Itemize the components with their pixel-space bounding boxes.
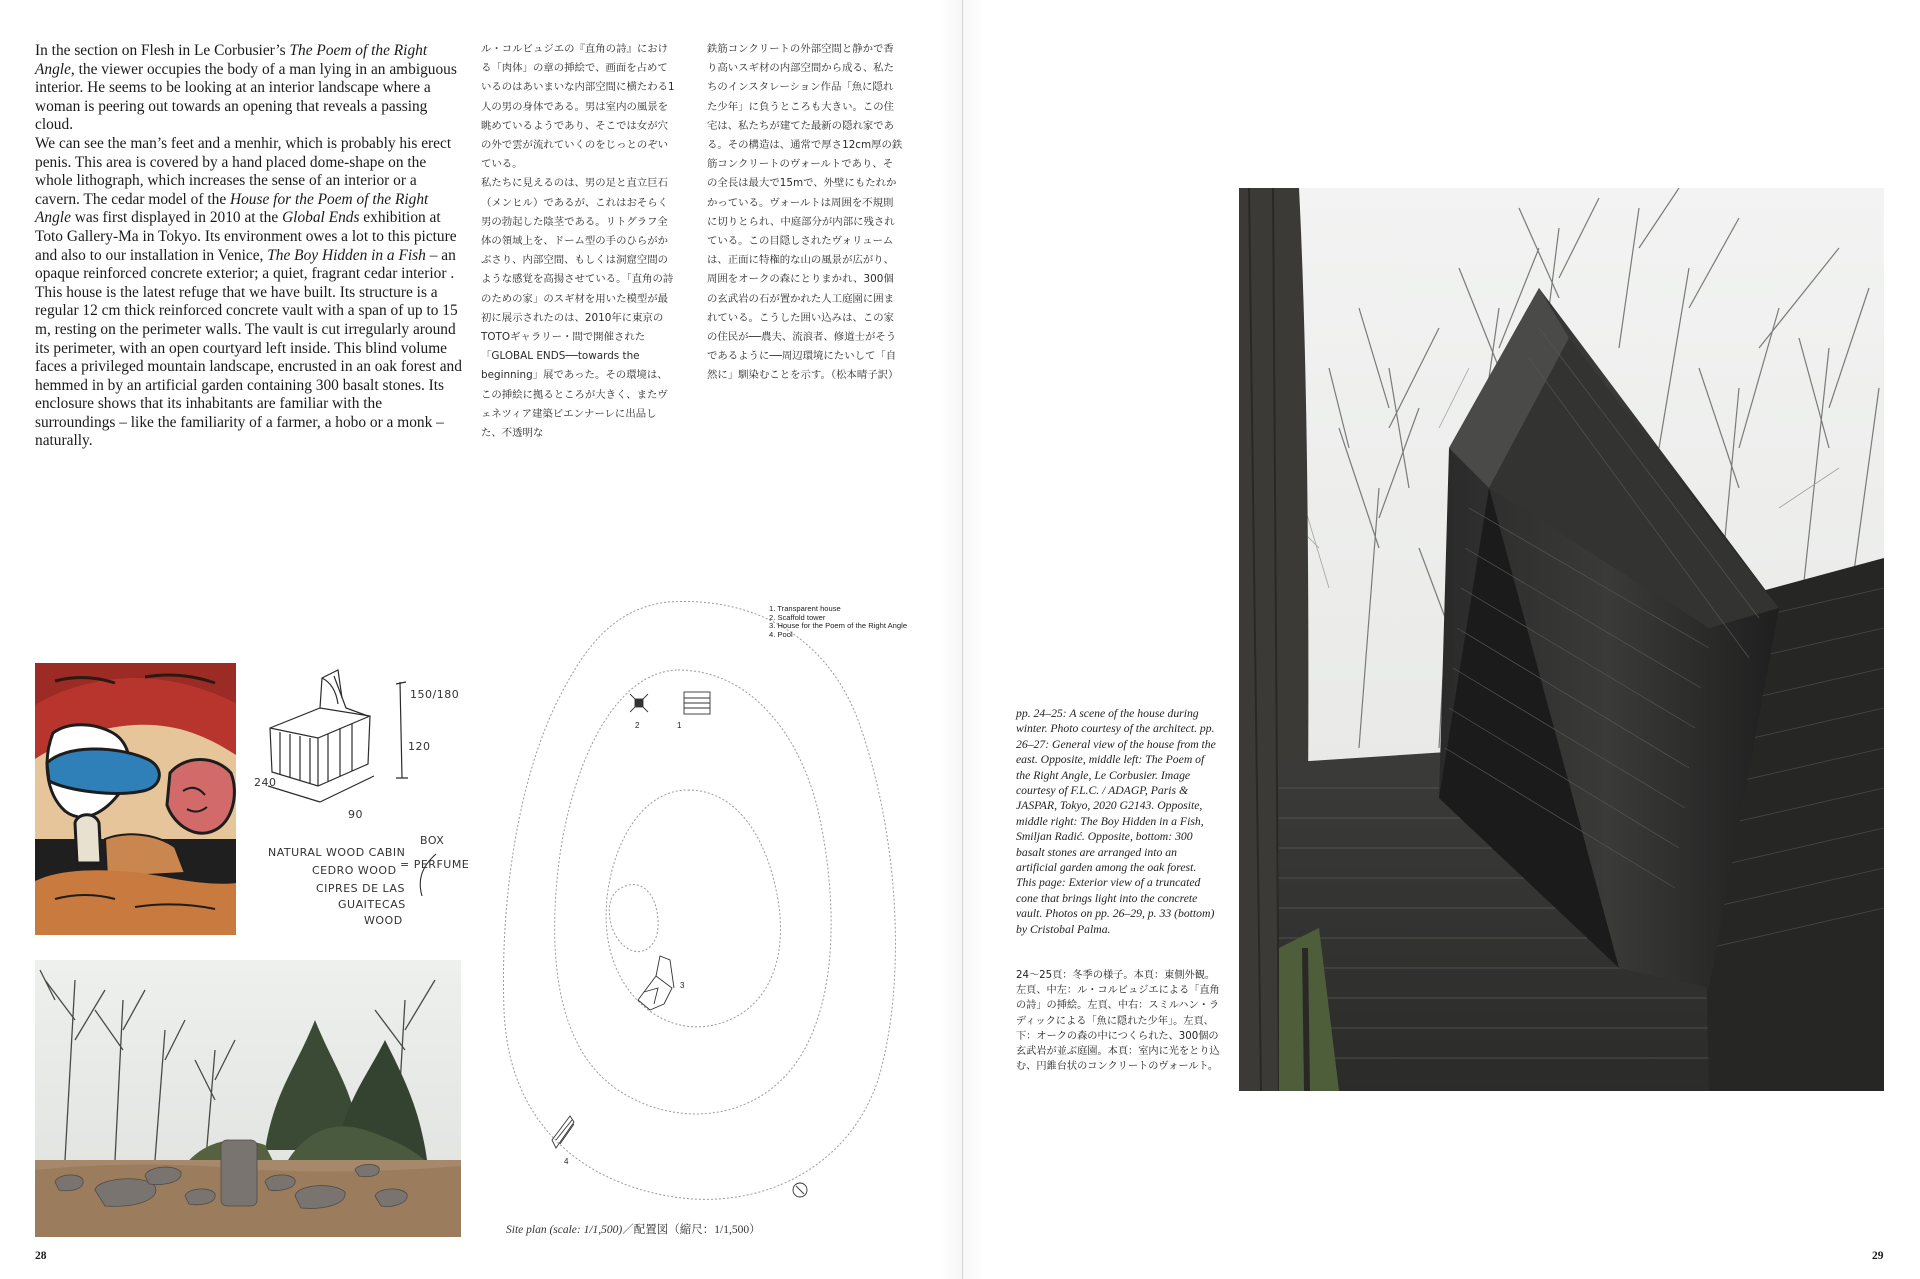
italic-title: House for the Poem of the Right Angle bbox=[35, 190, 429, 227]
site-plan-caption-en: Site plan (scale: 1/1,500) bbox=[506, 1224, 623, 1236]
sketch-note-box: BOX bbox=[420, 834, 445, 847]
photo-caption-japanese: 24〜25頁：冬季の様子。本頁：東側外観。左頁、中左：ル・コルビュジエによる「直角の詩」の挿絵。左頁、中右：スミルハン・ラディックによる「魚に隠れた少年」。左頁、下：オークの森の中につくられた、300個の玄武岩が並ぶ庭園。本頁：室内に光をとり込む、円錐台状のコンクリートのヴォールト。 bbox=[1016, 970, 1220, 1073]
body-text-english bbox=[35, 42, 465, 451]
japanese-paragraph: ル・コルビュジエの『直角の詩』における「肉体」の章の挿絵で、画面を占めているのはあいまいな内部空間に横たわる1人の男の身体である。男は室内の風景を眺めているようであり、そこでは女が穴の外で雲が流れていくのをじっとのぞいている。 bbox=[481, 43, 675, 171]
body-paragraph bbox=[35, 42, 465, 135]
site-plan-drawing bbox=[498, 600, 910, 1210]
lithograph-artwork bbox=[35, 663, 236, 935]
sketch-note-cedro: CEDRO WOOD bbox=[312, 864, 397, 877]
concrete-vault-photo bbox=[1239, 188, 1884, 1091]
sketch-dimension-length: 240 bbox=[254, 776, 277, 789]
page-gutter bbox=[962, 0, 963, 1279]
sketch-dimension-width: 90 bbox=[348, 808, 363, 821]
site-plan-number-4: 4 bbox=[564, 1157, 569, 1166]
sketch-note-guaitecas: GUAITECAS bbox=[338, 898, 406, 911]
sketch-note-cabin: NATURAL WOOD CABIN bbox=[268, 846, 406, 859]
vault-exterior-scene bbox=[1239, 188, 1884, 1091]
body-text-japanese-column-2 bbox=[707, 40, 903, 386]
basalt-garden-photo bbox=[35, 960, 461, 1237]
text-run: was first displayed in 2010 at the bbox=[70, 209, 283, 227]
sketch-note-cipres: CIPRES DE LAS bbox=[316, 882, 405, 895]
site-plan-number-1: 1 bbox=[677, 721, 682, 730]
italic-title: The Boy Hidden in a Fish bbox=[267, 246, 426, 264]
page-number-left: 28 bbox=[35, 1250, 47, 1262]
site-plan-caption bbox=[506, 1221, 761, 1237]
text-run: We can see the man’s feet and a menhir, which is probably his erect penis. This area is covered by a hand placed dome-shape on the whole lithograph, which increases the sense of an interior or a cavern. The cedar model of the bbox=[35, 134, 452, 208]
legend-item: 3. House for the Poem of the Right Angle bbox=[769, 621, 908, 631]
photo-caption-english: pp. 24–25: A scene of the house during winter. Photo courtesy of the architect. pp. 26–27: General view of the house from the east. Opposite, middle left: The Poem of the Right Angle, Le Corbusier. Image courtesy of F.L.C. / ADAGP, Paris & JASPAR, Tokyo, 2020 G2143. Opposite, middle right: The Boy Hidden in a Fish, Smiljan Radić. Opposite, bottom: 300 basalt stones are arranged into an artificial garden among the oak forest. This page: Exterior view of a truncated cone that brings light into the concrete vault. Photos on pp. 26–29, p. 33 (bottom) by Cristobal Palma. bbox=[1016, 707, 1216, 936]
sketch-note-wood: WOOD bbox=[364, 914, 403, 927]
site-plan-caption-jp: ／配置図（縮尺：1/1,500） bbox=[622, 1224, 761, 1236]
site-plan-structures bbox=[552, 692, 807, 1197]
garden-scene bbox=[35, 960, 461, 1237]
lithograph-illustration bbox=[35, 663, 236, 935]
text-run: , the viewer occupies the body of a man lying in an ambiguous interior. He seems to be looking at an interior landscape where a woman is peering out towards an opening that reveals a passing cloud. bbox=[35, 60, 457, 134]
sketch-note-perfume: = PERFUME bbox=[400, 858, 470, 871]
sketch-dimension-depth: 120 bbox=[408, 740, 431, 753]
site-plan-legend bbox=[769, 605, 949, 639]
text-run: In the section on Flesh in Le Corbusier’s bbox=[35, 42, 290, 59]
sketch-drawing bbox=[250, 668, 490, 930]
page-number-right: 29 bbox=[1872, 1250, 1884, 1262]
legend-item: 1. Transparent house bbox=[769, 604, 841, 613]
italic-title: The Poem of the Right Angle bbox=[35, 42, 428, 78]
body-text-japanese-column-1 bbox=[481, 40, 677, 443]
site-plan-number-2: 2 bbox=[635, 721, 640, 730]
italic-title: Global Ends bbox=[282, 209, 360, 227]
legend-item: 2. Scaffold tower bbox=[769, 612, 826, 622]
japanese-paragraph: 鉄筋コンクリートの外部空間と静かで香り高いスギ材の内部空間から成る、私たちのインスタレーション作品「魚に隠れた少年」に負うところも大きい。この住宅は、私たちが建てた最新の隠れ家である。その構造は、通常で厚さ12cm厚の鉄筋コンクリートのヴォールトであり、その全長は最大で15mで、外壁にもたれかかっている。ヴォールトは周囲を不規則に切りとられ、中庭部分が内部に残されている。この目隠しされたヴォリュームは、正面に特権的な山の風景が広がり、周囲をオークの森にとりまかれ、300個の玄武岩の石が置かれた人工庭園に囲まれている。こうした囲い込みは、この家の住民が──農夫、流浪者、修道士がそうであるように──周辺環境にたいして「自然に」馴染むことを示す。（松本晴子訳） bbox=[707, 43, 903, 382]
site-plan-number-3: 3 bbox=[680, 981, 685, 990]
japanese-paragraph: 私たちに見えるのは、男の足と直立巨石（メンヒル）であるが、これはおそらく男の勃起した陰茎である。リトグラフ全体の領域上を、ドーム型の手のひらがかぶさり、内部空間、もしくは洞窟空間のような感覚を高揚させている。「直角の詩のための家」のスギ材を用いた模型が最初に展示されたのは、2010年に東京のTOTOギャラリー・間で開催された「GLOBAL ENDS──towards the beginning」展であった。その環境は、この挿絵に拠るところが大きく、またヴェネツィア建築ビエンナーレに出品した、不透明な bbox=[481, 177, 674, 440]
text-run: exhibition at Toto Gallery-Ma in Tokyo. Its environment owes a lot to this picture and also to our installation in Venice, bbox=[35, 209, 457, 264]
architect-sketch bbox=[250, 668, 490, 930]
body-paragraph bbox=[35, 135, 465, 451]
legend-item: 4. Pool bbox=[769, 629, 793, 639]
site-plan-contours bbox=[498, 600, 910, 1210]
sketch-dimension-height: 150/180 bbox=[410, 688, 460, 701]
text-run: – an opaque reinforced concrete exterior; a quiet, fragrant cedar interior . This house is the latest refuge that we have built. Its structure is a regular 12 cm thick reinforced concrete vault with a span of up to 15 m, resting on the perimeter walls. The vault is cut irregularly around its perimeter, with an open courtyard left inside. This blind volume faces a privileged mountain landscape, encrusted in an oak forest and hemmed in by an artificial garden containing 300 basalt stones. Its enclosure shows that its inhabitants are familiar with the surroundings – like the familiarity of a farmer, a hobo or a monk – naturally. bbox=[35, 246, 462, 450]
